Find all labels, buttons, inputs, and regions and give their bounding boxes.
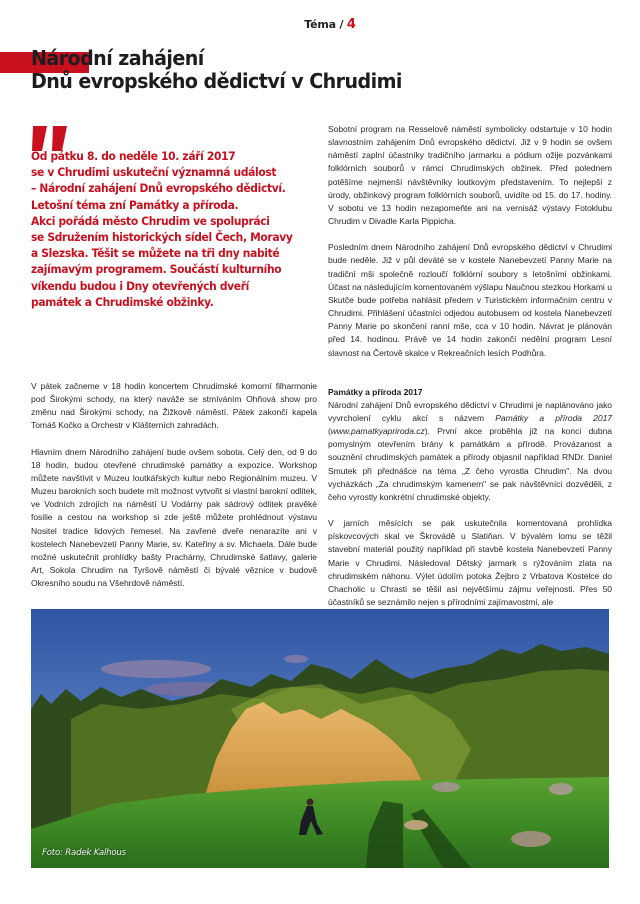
article-photo: [31, 609, 609, 868]
article-title: [31, 47, 402, 93]
right-body-column: [328, 123, 612, 609]
series-name: Památky a příroda 2017: [495, 412, 612, 423]
lead-line: víkendu budou i Dny otevřených dveří: [31, 278, 250, 293]
body-paragraph: Hlavním dnem Národního zahájení bude ovšem sobota. Celý den, od 9 do 18 hodin, budou otevřené chrudimské památky a expozice. Workshop můžete navštívit v Muzeu loutkářských kultur nebo Regionálním muzeu. V Muzeu barokních soch budete mít možnost vytvořit si vlastní barokní odlitek, ve Vodních zdrojích na náměstí U Vodárny pak sádrový odlitek pravěké fosilie a cestou na workshop si zde ještě můžete prohlédnout výstavu Nositel tradice lidových řemesel. Na zavřené dveře nenarazíte ani v kostelech Nanebevzetí Panny Marie, sv. Kateřiny a sv. Michaela. Dále bude možné uskutečnit prohlídky bašty Prachárny, Chrudimské šatlavy, galerie Art, Sokola Chrudim na Tyršově náměstí či bývalé věznice v budově Okresního soudu na Všehrdově náměstí.: [31, 446, 317, 589]
lead-line: památek a Chrudimské obžinky.: [31, 294, 214, 309]
photo-credit: Foto: Radek Kalhous: [42, 848, 126, 858]
lead-line: Akci pořádá město Chrudim ve spolupráci: [31, 213, 270, 228]
lead-line: – Národní zahájení Dnů evropského dědictví.: [31, 181, 286, 196]
body-paragraph: Posledním dnem Národního zahájení Dnů evropského dědictví v Chrudimi bude neděle. Již v půl deváté se v kostele Nanebevzetí Panny Marie na tradiční mši společně rozloučí folklórní soubory s letošními obžinkami. Účast na následujícím komentovaném výšlapu Naučnou stezkou Horkami u Skutče bude potřeba nahlásit předem v Turistickém informačním centru v Chrudimi. Přihlášení účastníci odjedou autobusem od kostela Nanebevzetí Panny Marie po skončení ranní mše, cca v 10 hodin. Návrat je plánován před 14. hodinou. Právě ve 14 hodin zakončí nedělní program Lesní slavnost na Čertově skalce v Rekreačních lesích Podhůra.: [328, 242, 612, 358]
title-line-2: Dnů evropského dědictví v Chrudimi: [31, 69, 402, 93]
body-paragraph: V pátek začneme v 18 hodin koncertem Chrudimské komorní filharmonie pod Širokými schody, na který naváže se stmíváním Ohňová show pro změnu nad Širokými schody, na Žižkově náměstí. Pátek zakončí kapela Tomáš Kočko a Orchestr v Klášterních zahradách.: [31, 381, 317, 431]
page-number: 4: [346, 17, 356, 32]
section-label: Téma /: [304, 18, 347, 31]
lead-paragraph: [31, 148, 303, 310]
lead-line: zajímavým programem. Součástí kulturního: [31, 262, 282, 277]
section-subheading: Památky a příroda 2017: [328, 386, 423, 397]
left-body-column: [31, 380, 317, 590]
body-paragraph: V jarních měsících se pak uskutečnila komentovaná prohlídka pískovcových skal ve Škrovádě u Slatiňan. V bývalém lomu se těžil stavební materiál použitý například při stavbě kostela Nanebevzetí Panny Marie v Chrudimi. Následoval Dětský jarmark s rýžováním zlata na chrudimském náhonu. Výlet údolím potoka Žejbro z Vrbatova Kostelce do Chacholic u Chrasti se těšil asi největšímu zájmu veřejnosti. Přes 50 účastníků se seznámilo nejen s přírodními zajímavostmi, ale: [328, 518, 612, 607]
lead-line: Letošní téma zní Památky a příroda.: [31, 197, 239, 212]
lead-line: Od pátku 8. do neděle 10. září 2017: [31, 149, 236, 163]
lead-line: a Slezska. Těšit se můžete na tři dny nabité: [31, 246, 280, 261]
lead-line: se Sdružením historických sídel Čech, Moravy: [31, 230, 293, 245]
lead-line: se v Chrudimi uskuteční významná událost: [31, 165, 277, 180]
body-paragraph: Národní zahájení Dnů evropského dědictví v Chrudimi je naplánováno jako vyvrcholení cyklu akcí s názvem Památky a příroda 2017 (www.pamatkyapriroda.cz). První akce proběhla již na konci dubna pomyslným otevřením brány k památkám a přírodě. Provázanost a souznění chrudimských památek a přírody objasnil například RNDr. Daniel Smutek při přednášce na téma „Z čeho vyrostla Chrudim". Na dvou vycházkách „Za chrudimským kamenem" se pak návštěvníci dozvěděli, z čeho vyrostly konkrétní chrudimské objekty.: [328, 399, 612, 502]
page-header: [0, 17, 640, 32]
website-link[interactable]: www.pamatkyapriroda.cz: [330, 426, 425, 437]
body-paragraph: Sobotní program na Resselově náměstí symbolicky odstartuje v 10 hodin slavnostním zahájením Dnů evropského dědictví. Již v 9 hodin se ovšem náměstí zaplní účastníky tradičního jarmarku a pódium ožije pozvánkami folklórních souborů v rámci Chrudimských obžinek. Před polednem potěšíme nejmenší návštěvníky loutkovým představením. To nejlepší z úrody, obžinkový program folklórních souborů, uvidíte od 15. do 17. hodiny. V sobotu ve 13 hodin nezapomeňte ani na vernisáž výstavy Fotoklubu Chrudim v Divadle Karla Pippicha.: [328, 124, 612, 227]
title-line-1: Národní zahájení: [31, 46, 204, 70]
landscape-photo-illustration: [31, 609, 609, 868]
